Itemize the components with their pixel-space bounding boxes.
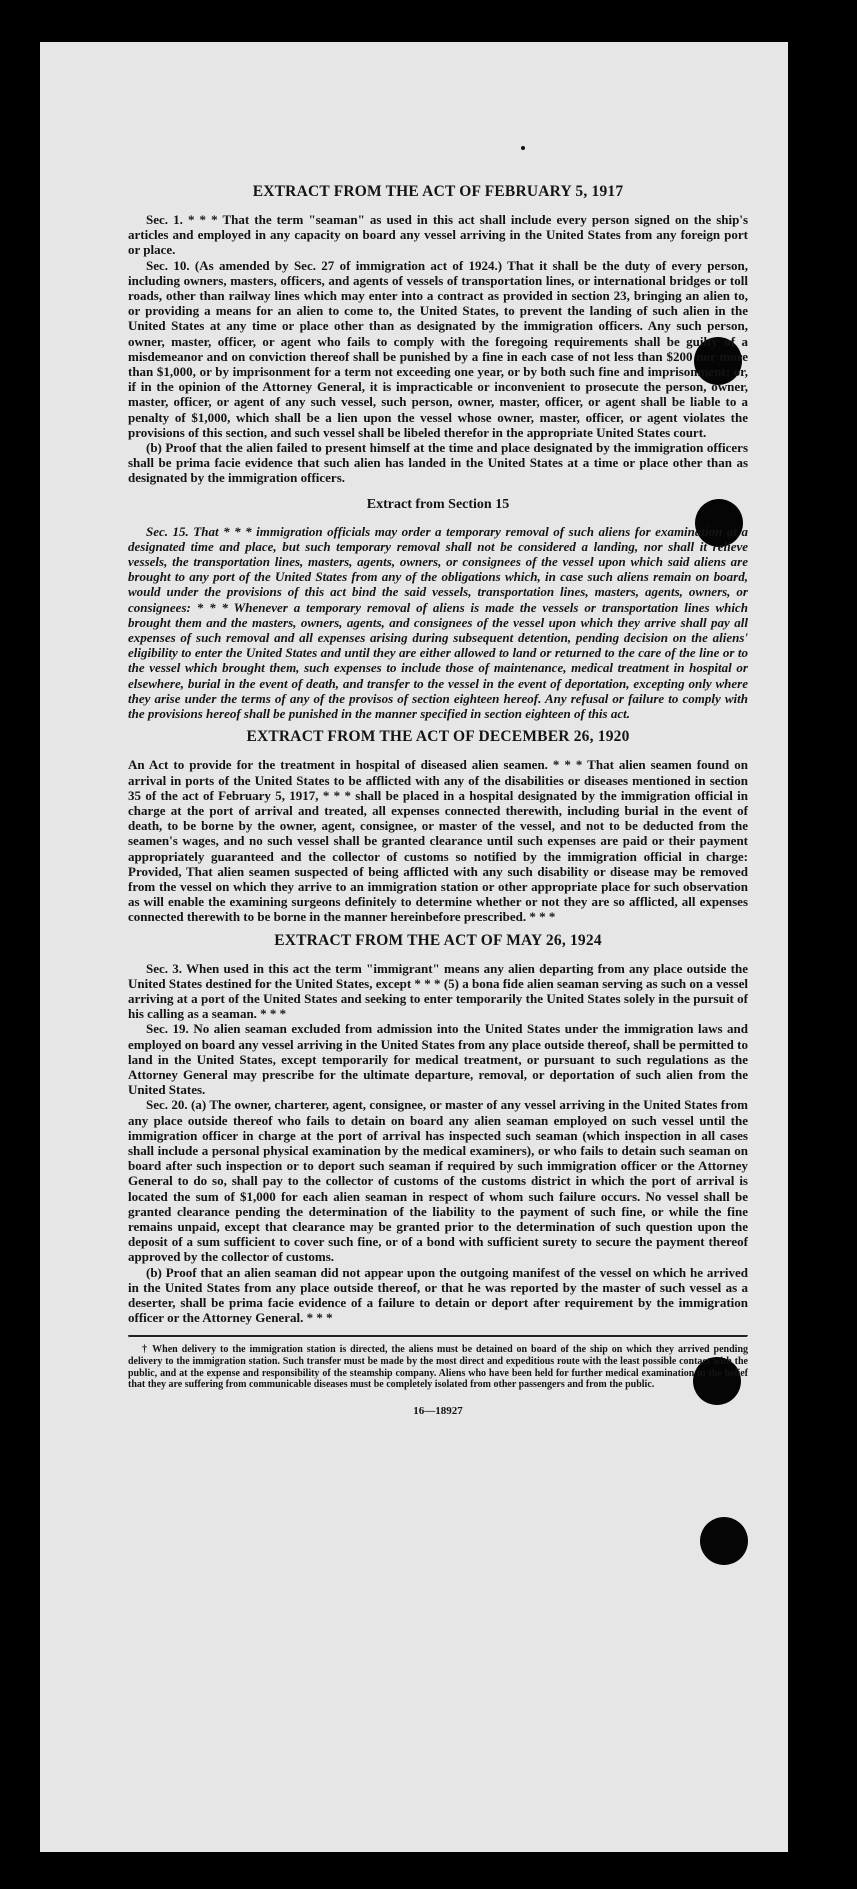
paragraph-sec-3: Sec. 3. When used in this act the term "immigrant" means any alien departing from any place outside the United States destined for the United States, except * * * (5) a bona fide alien seaman serving as such on a vessel arriving at a port of the United States and seeking to enter temporarily the United States solely in the pursuit of his calling as a seaman. * * * — [128, 960, 748, 1022]
paragraph-act-1920: An Act to provide for the treatment in hospital of diseased alien seamen. * * * That alien seamen found on arrival in ports of the United States to be afflicted with any of the disabilities or diseases mentioned in section 35 of the act of February 5, 1917, * * * shall be placed in a hospital designated by the immigration official in charge at the port of arrival and treated, all expenses connected therewith, including burial in the event of death, to be borne by the owner, agent, consignee, or master of the vessel, and not to be deducted from the seamen's wages, and no such vessel shall be granted clearance until such expenses are paid or their payment appropriately guaranteed and the collector of customs so notified by the immigration official in charge: Provided, That alien seamen suspected of being afflicted with any such disability or disease may be removed from the vessel on which they arrive to an immigration station or other appropriate place for such observation as will enable the examining surgeons definitely to determine whether or not they are so afflicted, all expenses connected therewith to be borne in the manner hereinbefore prescribed. * * * — [128, 757, 748, 925]
heading-act-1920: EXTRACT FROM THE ACT OF DECEMBER 26, 1920 — [246, 728, 630, 746]
paragraph-sec-10-b: (b) Proof that the alien failed to present himself at the time and place designated by the immigration officers shall be prima facie evidence that such alien has landed in the United States at a time or place other than as designated by the immigration officers. — [128, 440, 748, 486]
punch-hole-4 — [700, 1517, 748, 1565]
ink-speck — [521, 146, 525, 150]
paragraph-sec-10: Sec. 10. (As amended by Sec. 27 of immigration act of 1924.) That it shall be the duty of every person, including owners, masters, officers, and agents of vessels of transportation lines, or international bridges or toll roads, other than railway lines which may enter into a contract as provided in section 23, bringing an alien to, or providing a means for an alien to come to, the United States, to prevent the landing of such alien in the United States at any time or place other than as designated by the immigration officers. Any such person, owner, master, officer, or agent who fails to comply with the foregoing requirements shall be guilty of a misdemeanor and on conviction thereof shall be punished by a fine in each case of not less than $200 nor more than $1,000, or by imprisonment for a term not exceeding one year, or by both such fine and imprisonment; or, if in the opinion of the Attorney General, it is impracticable or inconvenient to prosecute the person, owner, master, officer, or agent of any such vessel, such person, owner, master, officer, or agent shall be liable to a penalty of $1,000, which shall be a lien upon the vessel whose owner, master, officer, or agent violates the provisions of this section, and such vessel shall be libeled therefor in the appropriate United States court. — [128, 257, 748, 440]
heading-act-1924: EXTRACT FROM THE ACT OF MAY 26, 1924 — [274, 931, 602, 949]
document-page — [40, 42, 788, 1852]
heading-section-15: Extract from Section 15 — [366, 496, 510, 512]
paragraph-sec-15: Sec. 15. That * * * immigration officials may order a temporary removal of such aliens for examination at a designated time and place, but such temporary removal shall not be considered a landing, nor shall it relieve vessels, the transportation lines, masters, agents, owners, or consignees of the vessel upon which said aliens are brought to any port of the United States from any of the obligations which, in case such aliens remain on board, would under the provisions of this act bind the said vessels, transportation lines, masters, agents, owners, or consignees: * * * Whenever a temporary removal of aliens is made the vessels or transportation lines which brought them and the masters, owners, agents, and consignees of the vessel upon which they arrive shall pay all expenses of such removal and all expenses arising during subsequent detention, pending decision on the aliens' eligibility to enter the United States and until they are either allowed to land or returned to the care of the line or to the vessel which brought them, such expenses to include those of maintenance, medical treatment in hospital or elsewhere, burial in the event of death, and transfer to the vessel in the event of deportation, excepting only where they arise under the terms of any of the provisos of section eighteen hereof. Any refusal or failure to comply with the provisions hereof shall be punished in the manner specified in section eighteen of this act. — [128, 523, 748, 722]
paragraph-sec-20-b: (b) Proof that an alien seaman did not appear upon the outgoing manifest of the vessel on which he arrived in the United States from any place outside thereof, or that he was reported by the master of such vessel as a deserter, shall be prima facie evidence of a failure to detain or deport after requirement by the immigration officer or the Attorney General. * * * — [128, 1264, 748, 1326]
document-text — [128, 182, 748, 1417]
paragraph-sec-1: Sec. 1. * * * That the term "seaman" as used in this act shall include every person signed on the ship's articles and employed in any capacity on board any vessel arriving in the United States from any foreign port or place. — [128, 212, 748, 258]
paragraph-sec-19: Sec. 19. No alien seaman excluded from admission into the United States under the immigration laws and employed on board any vessel arriving in the United States from any place outside thereof, shall be permitted to land in the United States, except temporarily for medical treatment, or pursuant to such regulations as the Attorney General may prescribe for the ultimate departure, removal, or deportation of such alien from the United States. — [128, 1021, 748, 1098]
form-code: 16—18927 — [413, 1404, 463, 1417]
footnote: † When delivery to the immigration station is directed, the aliens must be detained on board of the ship on which they arrived pending delivery to the immigration station. Such transfer must be made by the most direct and expeditious route with the least possible contact with the public, and at the expense and responsibility of the steamship company. Aliens who have been held for further medical examination in the belief that they are suffering from communicable diseases must be completely isolated from other passengers and from the public. — [128, 1344, 748, 1391]
heading-act-1917: EXTRACT FROM THE ACT OF FEBRUARY 5, 1917 — [252, 183, 624, 200]
paragraph-sec-20-a: Sec. 20. (a) The owner, charterer, agent, consignee, or master of any vessel arriving in the United States from any place outside thereof who fails to detain on board any alien seaman employed on such vessel until the immigration officer in charge at the port of arrival has inspected such seaman (which inspection in all cases shall include a personal physical examination by the medical examiners), or who fails to detain such seaman on board after such inspection or to deport such seaman if required by such immigration officer or the Attorney General to do so, shall pay to the collector of customs of the customs district in which the port of arrival is located the sum of $1,000 for each alien seaman in respect of whom such failure occurs. No vessel shall be granted clearance pending the determination of the liability to the payment of such fine, or while the fine remains unpaid, except that clearance may be granted prior to the determination of such question upon the deposit of a sum sufficient to cover such fine, or of a bond with sufficient surety to secure the payment thereof approved by the collector of customs. — [128, 1097, 748, 1265]
